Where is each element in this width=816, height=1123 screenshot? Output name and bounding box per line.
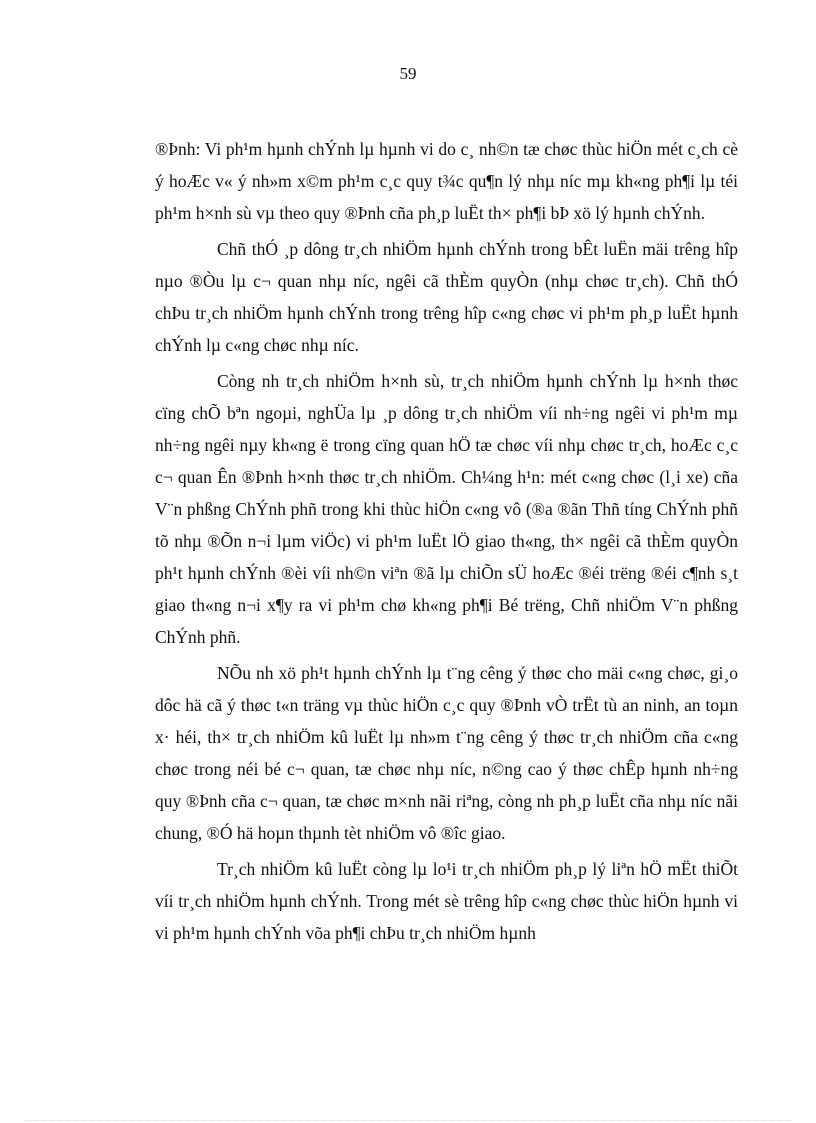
paragraph: NÕu nh xö ph¹t hµnh chÝnh lµ t¨ng cêng ý thøc cho mäi c«ng chøc, gi¸o dôc hä cã ý thøc t«n träng vµ thùc hiÖn c¸c quy ®Þnh vÒ trËt tù an ninh, an toµn x· héi, th× tr¸ch nhiÖm kû luËt lµ nh»m t¨ng cêng ý thøc tr¸ch nhiÖm cña c«ng chøc trong néi bé c¬ quan, tæ chøc nhµ níc, n©ng cao ý thøc chÊp hµnh nh÷ng quy ®Þnh cña c¬ quan, tæ chøc m×nh nãi riªng, còng nh ph¸p luËt cña nhµ níc nãi chung, ®Ó hä hoµn thµnh tèt nhiÖm vô ®îc giao. <box>155 663 738 843</box>
paragraph: Còng nh tr¸ch nhiÖm h×nh sù, tr¸ch nhiÖm hµnh chÝnh lµ h×nh thøc cïng chÕ bªn ngoµi, nghÜa lµ ¸p dông tr¸ch nhiÖm víi nh÷ng ngêi vi ph¹m mµ nh÷ng ngêi nµy kh«ng ë trong cïng quan hÖ tæ chøc víi nhµ chøc tr¸ch, hoÆc c¸c c¬ quan Ên ®Þnh h×nh thøc tr¸ch nhiÖm. Ch¼ng h¹n: mét c«ng chøc (l¸i xe) cña V¨n phßng ChÝnh phñ trong khi thùc hiÖn c«ng vô (®a ®ãn Thñ tíng ChÝnh phñ tõ nhµ ®Õn n¬i lµm viÖc) vi ph¹m luËt lÖ giao th«ng, th× ngêi cã thÈm quyÒn ph¹t hµnh chÝnh ®èi víi nh©n viªn ®ã lµ chiÕn sÜ hoÆc ®éi trëng ®éi c¶nh s¸t giao th«ng n¬i x¶y ra vi ph¹m chø kh«ng ph¶i Bé trëng, Chñ nhiÖm V¨n phßng ChÝnh phñ. <box>155 371 738 647</box>
paragraph: ®Þnh: Vi ph¹m hµnh chÝnh lµ hµnh vi do c¸ nh©n tæ chøc thùc hiÖn mét c¸ch cè ý hoÆc v« ý nh»m x©m ph¹m c¸c quy t¾c qu¶n lý nhµ níc mµ kh«ng ph¶i lµ téi ph¹m h×nh sù vµ theo quy ®Þnh cña ph¸p luËt th× ph¶i bÞ xö lý hµnh chÝnh. <box>155 139 738 223</box>
paragraph: Tr¸ch nhiÖm kû luËt còng lµ lo¹i tr¸ch nhiÖm ph¸p lý liªn hÖ mËt thiÕt víi tr¸ch nhiÖm hµnh chÝnh. Trong mét sè trêng hîp c«ng chøc thùc hiÖn hµnh vi vi ph¹m hµnh chÝnh võa ph¶i chÞu tr¸ch nhiÖm hµnh <box>155 859 738 943</box>
document-body <box>155 133 738 953</box>
page-number: 59 <box>399 64 417 83</box>
page-bottom-rule <box>25 1120 791 1121</box>
paragraph: Chñ thÓ ¸p dông tr¸ch nhiÖm hµnh chÝnh trong bÊt luËn mäi trêng hîp nµo ®Òu lµ c¬ quan nhµ níc, ngêi cã thÈm quyÒn (nhµ chøc tr¸ch). Chñ thÓ chÞu tr¸ch nhiÖm hµnh chÝnh trong trêng hîp c«ng chøc vi ph¹m ph¸p luËt hµnh chÝnh lµ c«ng chøc nhµ níc. <box>155 239 738 355</box>
